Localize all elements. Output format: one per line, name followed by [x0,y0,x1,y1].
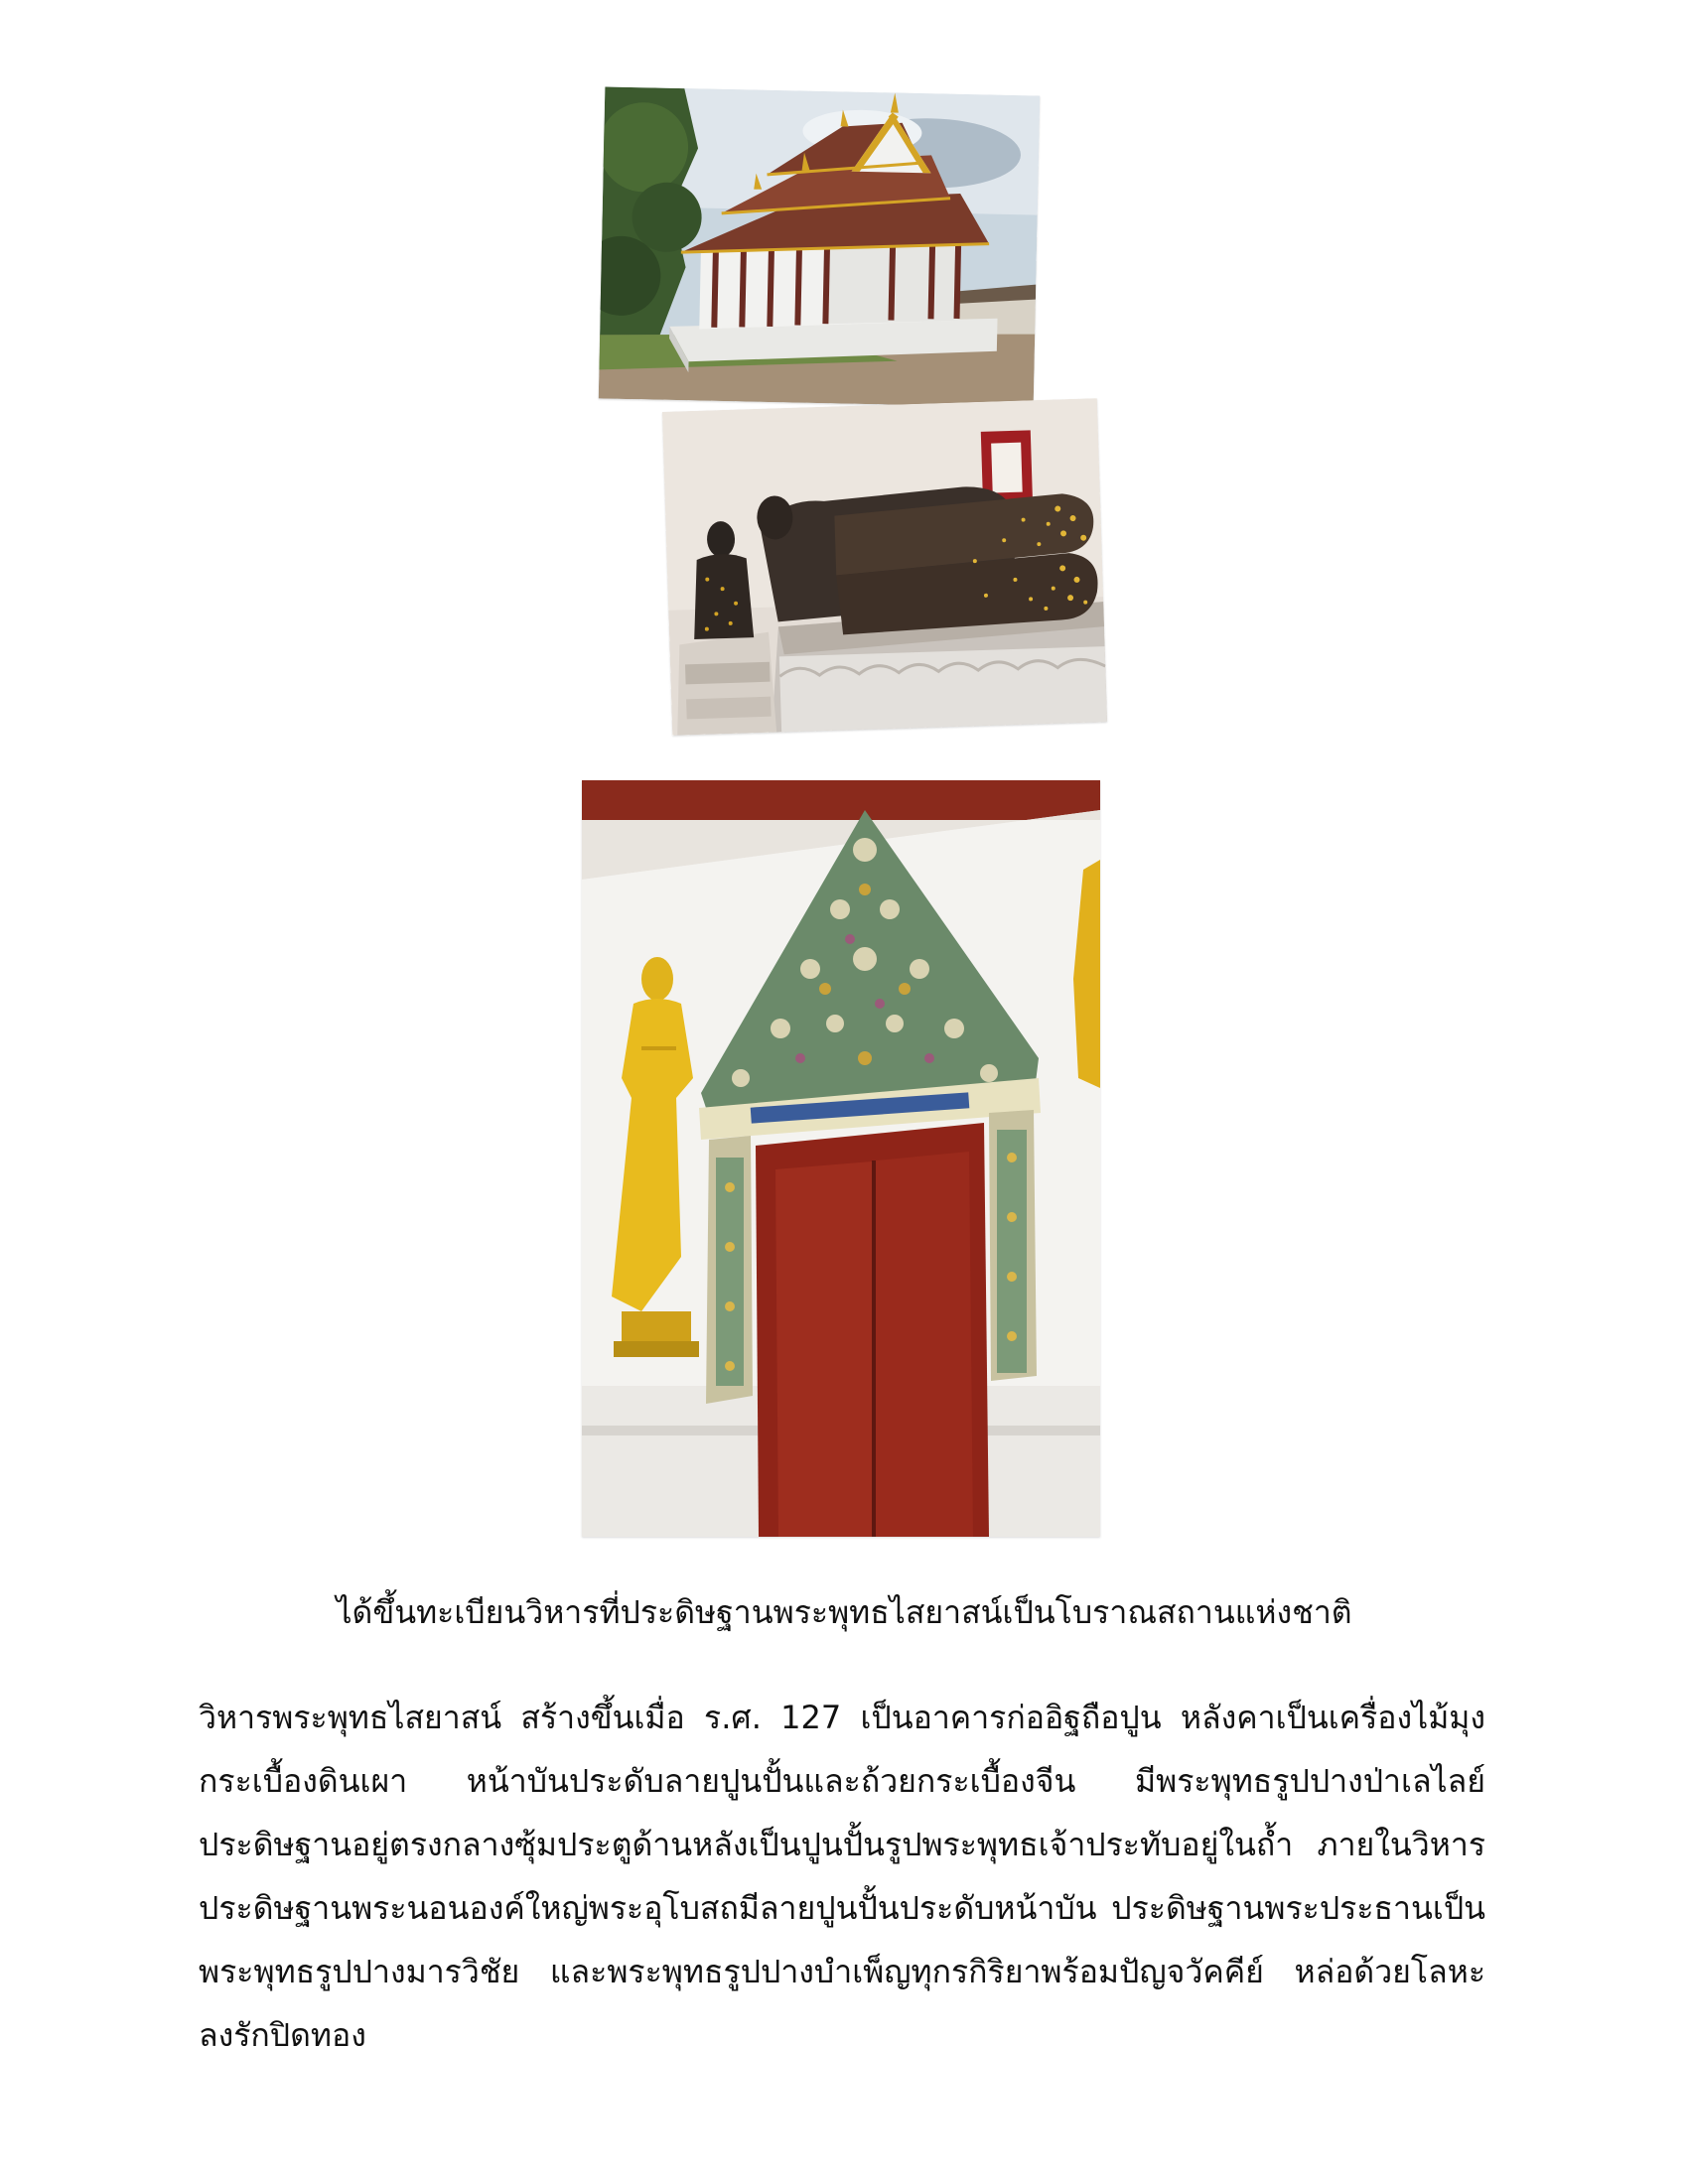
reclining-buddha-photo [662,398,1107,736]
description-paragraph: วิหารพระพุทธไสยาสน์ สร้างขึ้นเมื่อ ร.ศ. 127 เป็นอาคารก่ออิฐถือปูน หลังคาเป็นเครื่องไม้มุงกระเบื้องดินเผา หน้าบันประดับลายปูนปั้นและถ้วยกระเบื้องจีน มีพระพุทธรูปปางป่าเลไลย์ประดิษฐานอยู่ตรงกลางซุ้มประตูด้านหลังเป็นปูนปั้นรูปพระพุทธเจ้าประทับอยู่ในถ้ำ ภายในวิหารประดิษฐานพระนอนองค์ใหญ่พระอุโบสถมีลายปูนปั้นประดับหน้าบัน ประดิษฐานพระประธานเป็นพระพุทธรูปปางมารวิชัย และพระพุทธรูปปางบำเพ็ญทุกรกิริยาพร้อมปัญจวัคคีย์ หล่อด้วยโลหะลงรักปิดทอง [199,1699,1485,2054]
photo-caption: ได้ขึ้นทะเบียนวิหารที่ประดิษฐานพระพุทธไสยาสน์เป็นโบราณสถานแห่งชาติ [336,1593,1352,1631]
ornate-doorway-photo [582,780,1100,1537]
ornate-doorway-illustration [582,780,1100,1537]
temple-exterior-photo [599,86,1040,407]
temple-exterior-illustration [599,86,1040,407]
reclining-buddha-illustration [662,398,1107,736]
